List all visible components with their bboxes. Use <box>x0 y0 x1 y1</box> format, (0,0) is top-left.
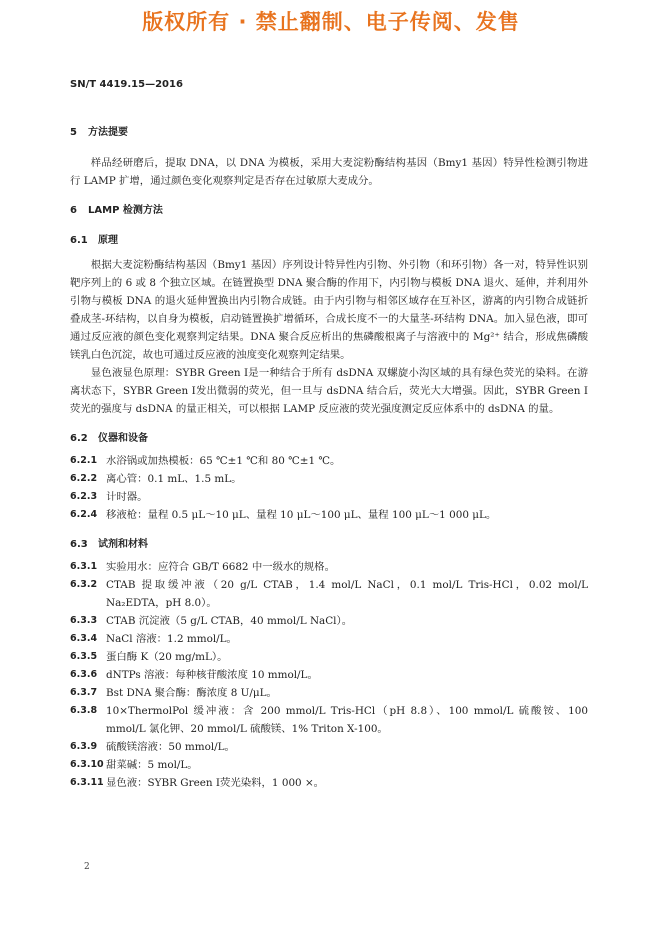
document-body <box>70 124 588 792</box>
item-number: 6.3.5 <box>70 651 98 662</box>
section-title: 试剂和材料 <box>98 539 148 550</box>
item-text: 移液枪：量程 0.5 μL～10 μL、量程 10 μL～100 μL、量程 100 μL～1 000 μL。 <box>106 509 497 521</box>
list-item <box>70 666 588 684</box>
list-item <box>70 612 588 630</box>
item-text: Bst DNA 聚合酶：酶浓度 8 U/μL。 <box>106 687 277 699</box>
item-text: 离心管：0.1 mL、1.5 mL。 <box>106 473 242 485</box>
section-6-heading <box>70 202 588 220</box>
item-number: 6.3.2 <box>70 579 98 590</box>
section-number: 6 <box>70 205 77 216</box>
list-item <box>70 756 588 774</box>
item-text: 水浴锅或加热模板：65 ℃±1 ℃和 80 ℃±1 ℃。 <box>106 455 341 467</box>
item-text: 甜菜碱：5 mol/L。 <box>106 759 198 771</box>
item-number: 6.3.3 <box>70 615 98 626</box>
list-item <box>70 488 588 506</box>
section-6-2-heading <box>70 430 588 448</box>
item-text: CTAB 沉淀液（5 g/L CTAB，40 mmol/L NaCl）。 <box>106 615 353 627</box>
section-5-text: 样品经研磨后，提取 DNA，以 DNA 为模板，采用大麦淀粉酶结构基因（Bmy1 基因）特异性检测引物进行 LAMP 扩增，通过颜色变化观察判定是否存在过敏原大麦成分。 <box>70 157 588 187</box>
section-6-3-heading <box>70 536 588 554</box>
item-number: 6.3.1 <box>70 561 98 572</box>
item-number: 6.2.2 <box>70 473 98 484</box>
list-item <box>70 648 588 666</box>
standard-number: SN/T 4419.15—2016 <box>70 79 183 90</box>
section-6-1-heading <box>70 232 588 250</box>
list-item <box>70 702 588 738</box>
list-item <box>70 684 588 702</box>
list-item <box>70 470 588 488</box>
item-text: 10×ThermolPol 缓冲液：含 200 mmol/L Tris-HCl（pH 8.8）、100 mmol/L 硫酸铵、100 mmol/L 氯化钾、20 mmol/L 硫酸镁、1% Triton X-100。 <box>106 705 588 735</box>
list-item <box>70 452 588 470</box>
section-title: LAMP 检测方法 <box>88 205 163 216</box>
item-text: 显色液：SYBR Green Ⅰ荧光染料，1 000 ×。 <box>106 777 325 789</box>
item-number: 6.2.3 <box>70 491 98 502</box>
item-text: CTAB 提取缓冲液（20 g/L CTAB，1.4 mol/L NaCl，0.1 mol/L Tris-HCl，0.02 mol/L Na₂EDTA，pH 8.0）。 <box>106 579 588 609</box>
item-text: dNTPs 溶液：每种核苷酸浓度 10 mmol/L。 <box>106 669 318 681</box>
item-number: 6.3.7 <box>70 687 98 698</box>
principle-paragraph-2: 显色液显色原理：SYBR Green Ⅰ是一种结合于所有 dsDNA 双螺旋小沟区域的具有绿色荧光的染料。在游离状态下，SYBR Green Ⅰ发出微弱的荧光，但一旦与 dsDNA 结合后，荧光大大增强。因此，SYBR Green Ⅰ荧光的强度与 dsDNA 的量正相关，可以根据 LAMP 反应液的荧光强度测定反应体系中的 dsDNA 的量。 <box>70 367 588 415</box>
item-number: 6.3.11 <box>70 777 104 788</box>
section-number: 6.2 <box>70 433 88 444</box>
item-text: 实验用水：应符合 GB/T 6682 中一级水的规格。 <box>106 561 335 573</box>
list-item <box>70 576 588 612</box>
item-number: 6.2.1 <box>70 455 98 466</box>
list-item <box>70 738 588 756</box>
section-number: 6.1 <box>70 235 88 246</box>
section-number: 5 <box>70 127 77 138</box>
watermark: 版权所有 · 禁止翻制、电子传阅、发售 <box>142 10 520 34</box>
page-number: 2 <box>84 862 90 872</box>
item-text: 硫酸镁溶液：50 mmol/L。 <box>106 741 235 753</box>
section-5-heading <box>70 124 588 142</box>
list-item <box>70 774 588 792</box>
item-number: 6.3.9 <box>70 741 98 752</box>
list-item <box>70 506 588 524</box>
item-text: NaCl 溶液：1.2 mmol/L。 <box>106 633 237 645</box>
reagents-list <box>70 558 588 792</box>
item-number: 6.2.4 <box>70 509 98 520</box>
item-text: 蛋白酶 K（20 mg/mL）。 <box>106 651 228 663</box>
item-number: 6.3.4 <box>70 633 98 644</box>
section-title: 方法提要 <box>88 127 128 138</box>
principle-paragraph-1: 根据大麦淀粉酶结构基因（Bmy1 基因）序列设计特异性内引物、外引物（和环引物）各一对，特异性识别靶序列上的 6 或 8 个独立区域。在链置换型 DNA 聚合酶的作用下，内引物与模板 DNA 退火、延伸，并利用外引物与模板 DNA 的退火延伸置换出内引物合成链。由于内引物与相邻区域存在互补区，游离的内引物合成链折叠成茎-环结构，以自身为模板，启动链置换扩增循环，合成长度不一的大量茎-环结构 DNA。加入显色液，即可通过反应液的颜色变化观察判定结果。DNA 聚合反应析出的焦磷酸根离子与溶液中的 Mg²⁺ 结合，形成焦磷酸镁乳白色沉淀，故也可通过反应液的浊度变化观察判定结果。 <box>70 259 588 361</box>
equipment-list <box>70 452 588 524</box>
list-item <box>70 558 588 576</box>
item-text: 计时器。 <box>106 491 148 503</box>
list-item <box>70 630 588 648</box>
item-number: 6.3.6 <box>70 669 98 680</box>
item-number: 6.3.8 <box>70 705 98 716</box>
section-title: 原理 <box>98 235 118 246</box>
item-number: 6.3.10 <box>70 759 104 770</box>
section-number: 6.3 <box>70 539 88 550</box>
section-title: 仪器和设备 <box>98 433 148 444</box>
